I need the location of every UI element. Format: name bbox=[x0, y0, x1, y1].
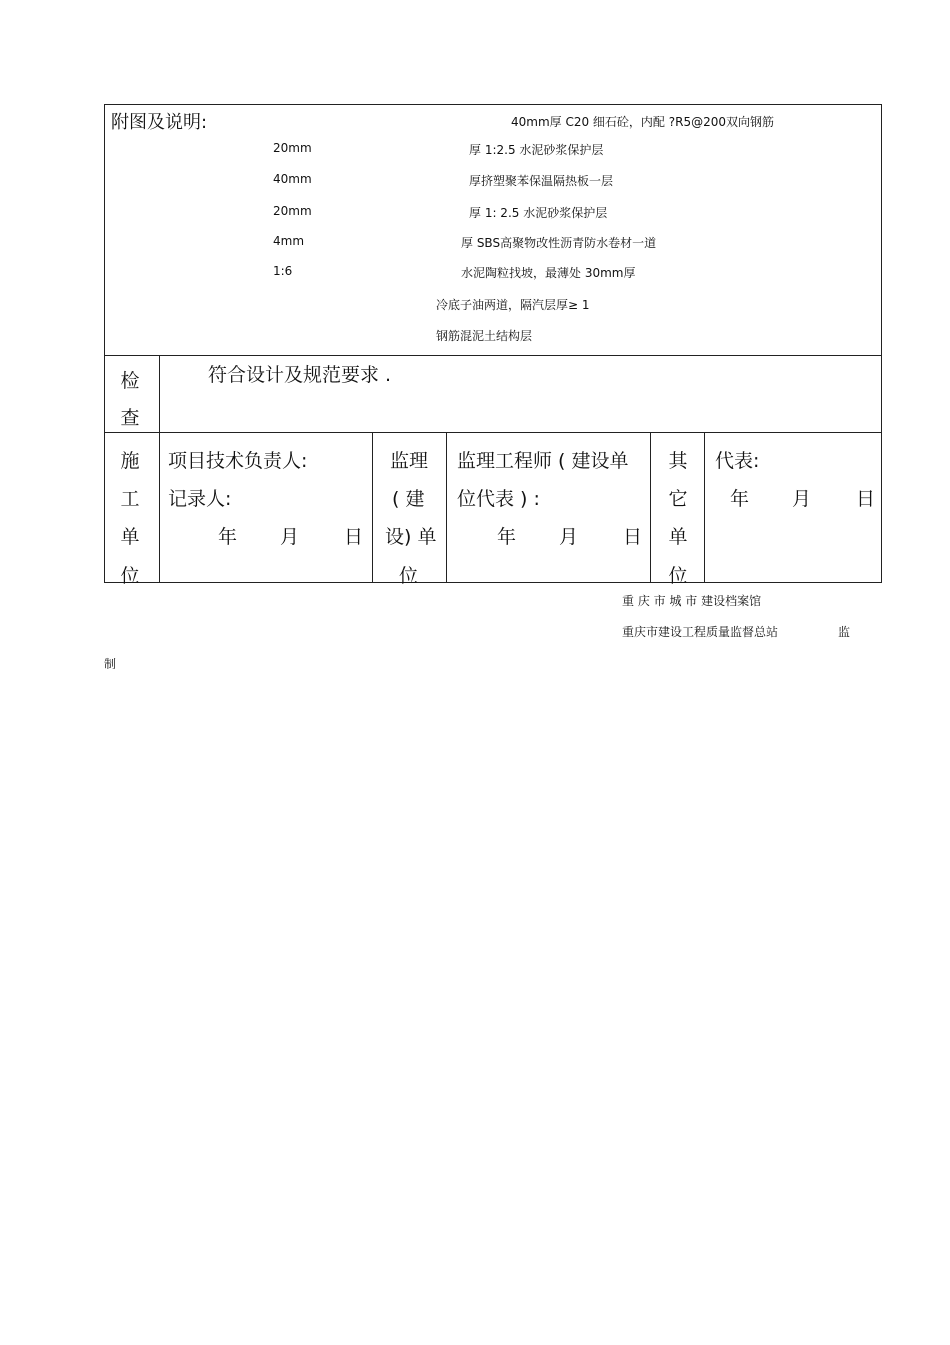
engineer-label-line-1: 监理工程师 ( 建设单 bbox=[457, 450, 629, 472]
layer-thickness-4: 20mm bbox=[273, 204, 312, 218]
footer-made: 制 bbox=[104, 657, 117, 671]
layer-desc-7: 冷底子油两道，隔汽层厚≥ 1 bbox=[436, 298, 590, 312]
engineer-date-month: 月 bbox=[559, 526, 579, 548]
col-divider-other bbox=[650, 432, 651, 583]
layer-thickness-3: 40mm bbox=[273, 172, 312, 186]
supervision-label-line-1: 监理 bbox=[390, 450, 429, 472]
layer-desc-1: 40mm厚 C20 细石砼，内配 ?R5@200双向钢筋 bbox=[511, 115, 774, 129]
row-divider-sign bbox=[104, 432, 882, 433]
construction-label-char-2: 工 bbox=[120, 488, 140, 510]
check-label-char-2: 查 bbox=[120, 407, 140, 429]
other-label-char-4: 位 bbox=[668, 565, 688, 587]
engineer-label-line-2: 位代表 ) : bbox=[457, 488, 540, 510]
col-divider-rep bbox=[704, 432, 705, 583]
footer-station: 重庆市建设工程质量监督总站 bbox=[622, 625, 779, 639]
col-divider-label bbox=[159, 355, 160, 583]
check-label-char-1: 检 bbox=[120, 370, 140, 392]
other-label-char-3: 单 bbox=[668, 526, 688, 548]
construction-date-day: 日 bbox=[344, 526, 364, 548]
layer-desc-4: 厚 1: 2.5 水泥砂浆保护层 bbox=[469, 206, 608, 220]
row-divider-check bbox=[104, 355, 882, 356]
col-divider-supervision bbox=[372, 432, 373, 583]
engineer-date-day: 日 bbox=[623, 526, 643, 548]
construction-date-year: 年 bbox=[218, 526, 238, 548]
col-divider-engineer bbox=[446, 432, 447, 583]
construction-label-char-4: 位 bbox=[120, 565, 140, 587]
layer-thickness-5: 4mm bbox=[273, 234, 305, 248]
other-label-char-1: 其 bbox=[668, 450, 688, 472]
footer-station-suffix: 监 bbox=[838, 625, 851, 639]
construction-label-char-1: 施 bbox=[120, 450, 140, 472]
supervision-label-line-2: ( 建 bbox=[392, 488, 425, 510]
attach-title: 附图及说明: bbox=[111, 112, 208, 133]
layer-desc-5: 厚 SBS高聚物改性沥青防水卷材一道 bbox=[461, 236, 657, 250]
layer-thickness-6: 1:6 bbox=[273, 264, 293, 278]
representative-label: 代表: bbox=[715, 450, 760, 472]
rep-date-month: 月 bbox=[792, 488, 812, 510]
check-result: 符合设计及规范要求 . bbox=[208, 364, 392, 386]
other-label-char-2: 它 bbox=[668, 488, 688, 510]
tech-lead-label: 项目技术负责人: bbox=[168, 450, 308, 472]
construction-label-char-3: 单 bbox=[120, 526, 140, 548]
supervision-label-line-3: 设) 单 bbox=[385, 526, 437, 548]
layer-desc-3: 厚挤塑聚苯保温隔热板一层 bbox=[469, 174, 614, 188]
layer-thickness-2: 20mm bbox=[273, 141, 312, 155]
supervision-label-line-4: 位 bbox=[399, 565, 419, 587]
construction-date-month: 月 bbox=[280, 526, 300, 548]
layer-desc-6: 水泥陶粒找坡，最薄处 30mm厚 bbox=[461, 266, 636, 280]
engineer-date-year: 年 bbox=[497, 526, 517, 548]
recorder-label: 记录人: bbox=[168, 488, 232, 510]
footer-archive: 重 庆 市 城 市 建设档案馆 bbox=[622, 594, 762, 608]
rep-date-day: 日 bbox=[856, 488, 876, 510]
layer-desc-8: 钢筋混泥土结构层 bbox=[436, 329, 533, 343]
layer-desc-2: 厚 1:2.5 水泥砂浆保护层 bbox=[469, 143, 604, 157]
rep-date-year: 年 bbox=[730, 488, 750, 510]
